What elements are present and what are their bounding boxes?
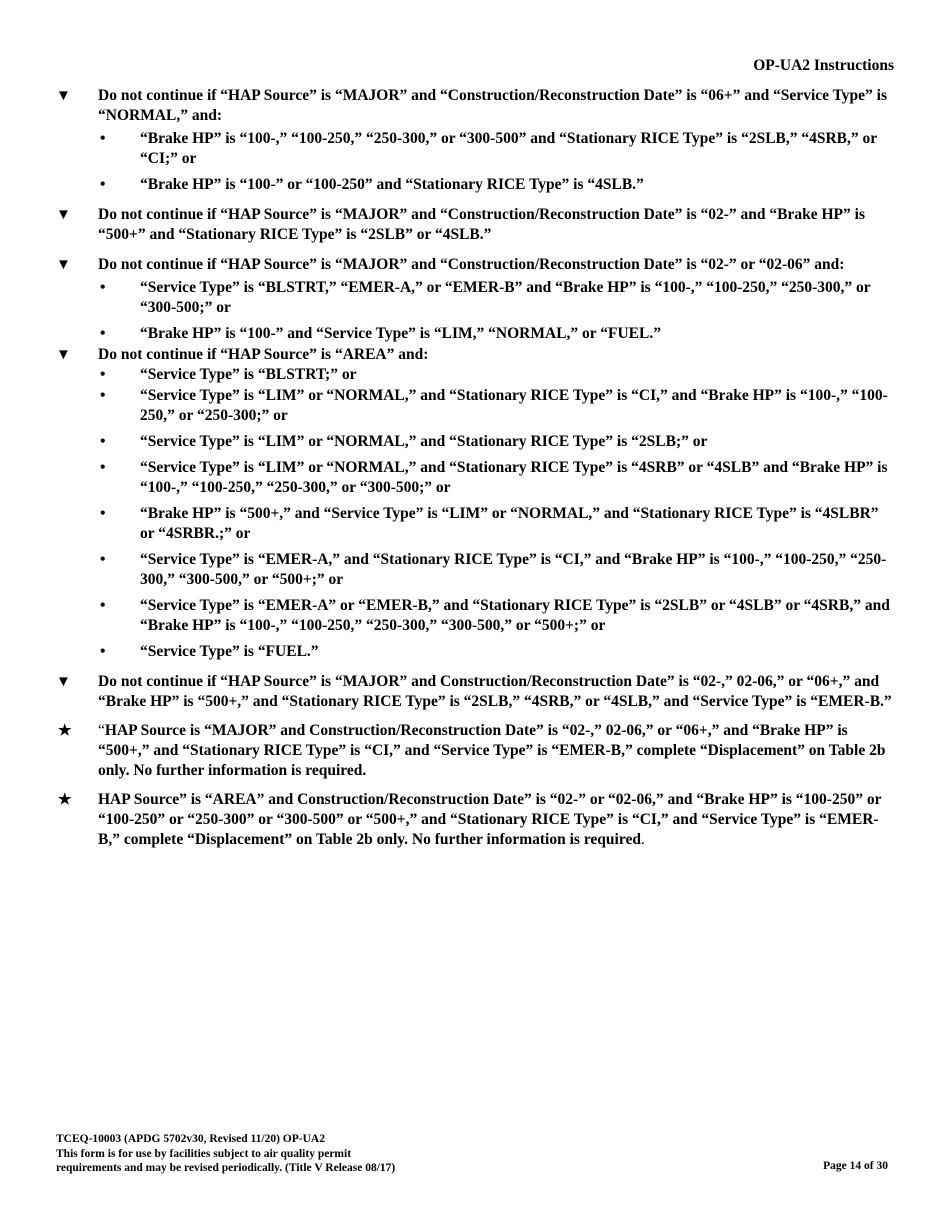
sub-list-item <box>98 278 896 318</box>
sub-list-item <box>98 504 896 544</box>
instruction-text: Do not continue if “HAP Source” is “MAJOR” and “Construction/Reconstruction Date” is “02-” and “Brake HP” is “500+” and “Stationary RICE Type” is “2SLB” or “4SLB.” <box>98 206 865 243</box>
footer-revision-note: requirements and may be revised periodically. (Title V Release 08/17) <box>56 1162 396 1174</box>
instruction-text-suffix: . <box>640 831 645 848</box>
instruction-text: Do not continue if “HAP Source” is “MAJOR” and Construction/Reconstruction Date” is “02-,” 02-06,” or “06+,” and “Brake HP” is “500+,” and “Stationary RICE Type” is “2SLB,” “4SRB,” or “4SLB,” and “Service Type” is “EMER-B.” <box>98 673 892 710</box>
sub-list-item <box>98 129 896 169</box>
star-icon: ★ <box>58 792 72 808</box>
sub-item-text: “Service Type” is “LIM” or “NORMAL,” and “Stationary RICE Type” is “CI,” and “Brake HP” is “100-,” “100-250,” or “250-300;” or <box>140 387 888 424</box>
sub-item-text: “Service Type” is “LIM” or “NORMAL,” and “Stationary RICE Type” is “2SLB;” or <box>140 433 708 450</box>
page-header-title: OP-UA2 Instructions <box>753 57 894 74</box>
footer-form-info <box>56 1132 395 1176</box>
footer-form-id: TCEQ-10003 (APDG 5702v30, Revised 11/20) OP-UA2 <box>56 1133 325 1145</box>
bullet-icon: • <box>100 279 106 296</box>
sub-list <box>56 278 896 344</box>
sub-list <box>56 365 896 662</box>
bullet-icon: • <box>100 366 106 383</box>
bullet-icon: • <box>100 643 106 660</box>
bullet-icon: • <box>100 551 106 568</box>
sub-item-text: “Brake HP” is “100-” or “100-250” and “Stationary RICE Type” is “4SLB.” <box>140 176 644 193</box>
instruction-item <box>56 255 896 275</box>
sub-list-item <box>98 432 896 452</box>
instruction-item <box>56 721 896 781</box>
sub-item-text: “Service Type” is “LIM” or “NORMAL,” and “Stationary RICE Type” is “4SRB” or “4SLB” and “Brake HP” is “100-,” “100-250,” “250-300,” or “300-500;” or <box>140 459 888 496</box>
instruction-text-body: HAP Source” is “AREA” and Construction/Reconstruction Date” is “02-” or “02-06,” and “Brake HP” is “100-250” or “100-250” or “250-300” or “300-500” or “500+,” and “Stationary RICE Type” is “CI,” and “Service Type” is “EMER-B,” complete “Displacement” on Table 2b only. No further information is required <box>98 791 882 848</box>
page-number: Page 14 of 30 <box>823 1160 888 1172</box>
bullet-icon: • <box>100 505 106 522</box>
sub-item-text: “Service Type” is “FUEL.” <box>140 643 319 660</box>
instruction-text: Do not continue if “HAP Source” is “AREA” and: <box>98 346 429 363</box>
instruction-item <box>56 672 896 712</box>
instruction-text-prefix: “ <box>98 722 105 739</box>
triangle-down-icon: ▼ <box>56 674 71 690</box>
instruction-item <box>56 790 896 850</box>
sub-list-item <box>98 458 896 498</box>
instruction-item <box>56 345 896 365</box>
instruction-text-body: HAP Source is “MAJOR” and Construction/Reconstruction Date” is “02-,” 02-06,” or “06+,” and “Brake HP” is “500+,” and “Stationary RICE Type” is “CI,” and “Service Type” is “EMER-B,” complete “Displacement” on Table 2b only. No further information is required. <box>98 722 886 779</box>
sub-list-item <box>98 386 896 426</box>
instruction-text <box>98 790 896 850</box>
triangle-down-icon: ▼ <box>56 257 71 273</box>
instruction-item <box>56 205 896 245</box>
bullet-icon: • <box>100 387 106 404</box>
sub-item-text: “Brake HP” is “500+,” and “Service Type” is “LIM” or “NORMAL,” and “Stationary RICE Type” is “4SLBR” or “4SRBR.;” or <box>140 505 879 542</box>
star-icon: ★ <box>58 723 72 739</box>
sub-item-text: “Service Type” is “BLSTRT,” “EMER-A,” or “EMER-B” and “Brake HP” is “100-,” “100-250,” “250-300,” or “300-500;” or <box>140 279 871 316</box>
triangle-down-icon: ▼ <box>56 207 71 223</box>
instruction-text: Do not continue if “HAP Source” is “MAJOR” and “Construction/Reconstruction Date” is “06+” and “Service Type” is “NORMAL,” and: <box>98 87 888 124</box>
sub-item-text: “Service Type” is “EMER-A” or “EMER-B,” and “Stationary RICE Type” is “2SLB” or “4SLB” or “4SRB,” and “Brake HP” is “100-,” “100-250,” “250-300,” “300-500,” or “500+;” or <box>140 597 890 634</box>
instruction-text <box>98 721 896 781</box>
sub-list <box>56 129 896 195</box>
bullet-icon: • <box>100 130 106 147</box>
bullet-icon: • <box>100 597 106 614</box>
sub-list-item <box>98 550 896 590</box>
sub-list-item <box>98 642 896 662</box>
sub-item-text: “Brake HP” is “100-,” “100-250,” “250-300,” or “300-500” and “Stationary RICE Type” is “2SLB,” “4SRB,” or “CI;” or <box>140 130 877 167</box>
bullet-icon: • <box>100 325 106 342</box>
sub-item-text: “Service Type” is “EMER-A,” and “Stationary RICE Type” is “CI,” and “Brake HP” is “100-,” “100-250,” “250-300,” “300-500,” or “500+;” or <box>140 551 887 588</box>
instruction-text: Do not continue if “HAP Source” is “MAJOR” and “Construction/Reconstruction Date” is “02-” or “02-06” and: <box>98 256 845 273</box>
bullet-icon: • <box>100 433 106 450</box>
bullet-icon: • <box>100 459 106 476</box>
sub-list-item <box>98 175 896 195</box>
footer-usage-note: This form is for use by facilities subject to air quality permit <box>56 1147 352 1160</box>
triangle-down-icon: ▼ <box>56 347 71 363</box>
bullet-icon: • <box>100 176 106 193</box>
sub-list-item <box>98 365 896 385</box>
triangle-down-icon: ▼ <box>56 88 71 104</box>
sub-item-text: “Service Type” is “BLSTRT;” or <box>140 366 357 383</box>
sub-list-item <box>98 324 896 344</box>
sub-list-item <box>98 596 896 636</box>
instructions-body <box>56 86 896 850</box>
instruction-item <box>56 86 896 126</box>
sub-item-text: “Brake HP” is “100-” and “Service Type” is “LIM,” “NORMAL,” or “FUEL.” <box>140 325 661 342</box>
